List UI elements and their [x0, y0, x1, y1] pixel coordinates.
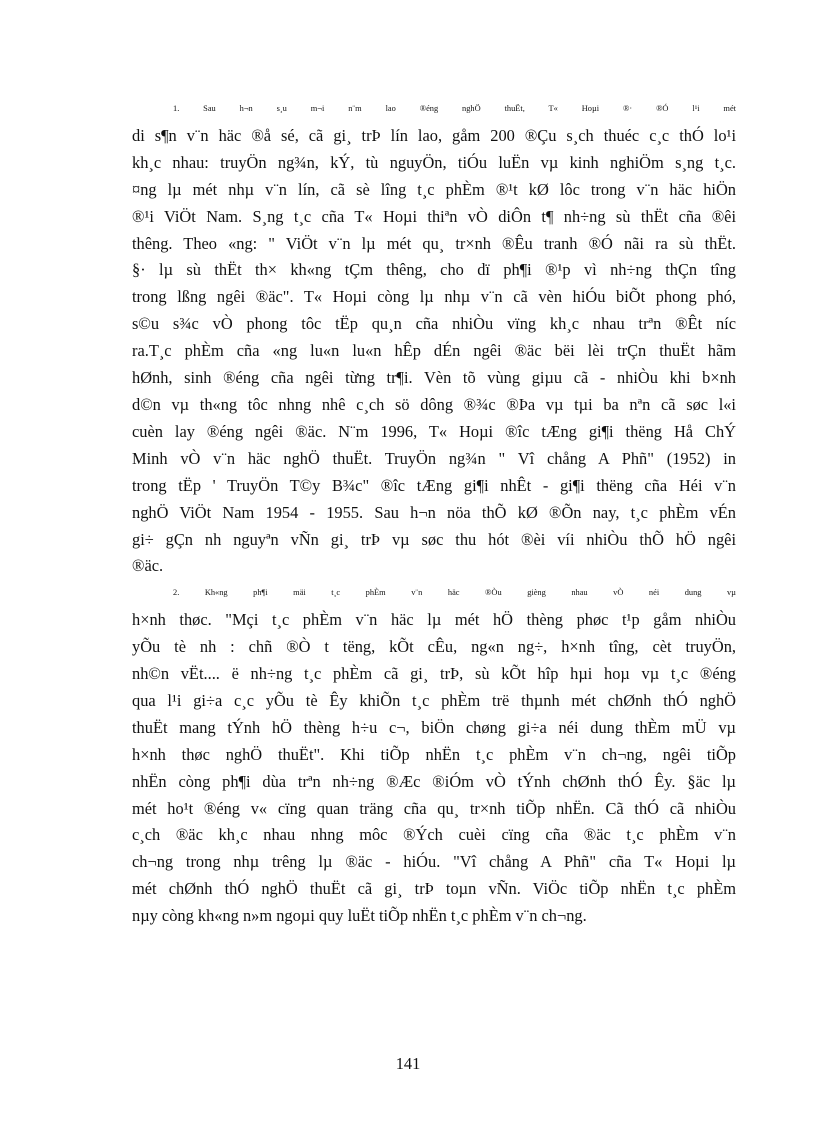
text-line: 2. Kh«ng ph¶i mäi t¸c phÈm v¨n häc ®Òu gièng nhau vÒ néi dung vµ — [173, 588, 736, 598]
body-text — [132, 96, 736, 930]
paragraph-1 — [132, 96, 736, 580]
text-line: di s¶n v¨n häc ®å sé, cã gi¸ trÞ lín lao, gåm 200 ®Çu s¸ch thuéc c¸c thÓ lo¹i — [132, 125, 736, 145]
paragraph-2 — [132, 580, 736, 930]
text-line: ®äc. — [132, 556, 164, 576]
text-line: s©u s¾c vÒ phong tôc tËp qu¸n cña nhiÒu vïng kh¸c nhau trªn ®Êt níc — [132, 314, 736, 334]
text-line: kh¸c nhau: truyÖn ng¾n, kÝ, tù nguyÖn, tiÓu luËn vµ kinh nghiÖm s¸ng t¸c. — [132, 152, 736, 172]
text-line: c¸ch ®äc kh¸c nhau nhng môc ®Ých cuèi cïng cña ®äc t¸c phÈm v¨n — [132, 825, 736, 845]
text-line: ch¬ng trong nhµ trêng lµ ®äc - hiÓu. "Vî chång A Phñ" cña T« Hoµi lµ — [132, 852, 736, 872]
text-line: ®¹i ViÖt Nam. S¸ng t¸c cña T« Hoµi thiªn vÒ diÔn t¶ nh÷ng sù thËt cña ®êi — [132, 206, 736, 226]
text-line: thuËt mang tÝnh hÖ thèng h÷u c¬, biÖn chøng gi÷a néi dung thÈm mÜ vµ — [132, 717, 736, 737]
text-line: d©n vµ th«ng tôc nhng nhê c¸ch sö dông ®¾c ®Þa vµ tµi ba nªn cã søc l«i — [132, 394, 736, 414]
text-line: h×nh thøc. "Mçi t¸c phÈm v¨n häc lµ mét hÖ thèng phøc t¹p gåm nhiÒu — [132, 610, 736, 630]
text-line: ¤ng lµ mét nhµ v¨n lín, cã sè lîng t¸c phÈm ®¹t kØ lôc trong v¨n häc hiÖn — [132, 179, 736, 199]
text-line: hØnh, sinh ®éng cña ngêi từng tr¶i. Vèn tõ vùng giµu cã - nhiÒu khi b×nh — [132, 368, 736, 388]
page-number: 141 — [395, 1054, 421, 1073]
text-line: yÕu tè nh : chñ ®Ò t tëng, kÕt cÊu, ng«n ng÷, h×nh tîng, cèt truyÖn, — [132, 637, 736, 657]
text-line: nhËn còng ph¶i dùa trªn nh÷ng ®Æc ®iÓm vÒ tÝnh chØnh thÓ Êy. §äc lµ — [132, 771, 736, 791]
text-line: gi÷ gÇn nh nguyªn vÑn gi¸ trÞ vµ søc thu hót ®èi víi nhiÒu thÕ hÖ ngêi — [132, 529, 736, 549]
text-line: qua l¹i gi÷a c¸c yÕu tè Êy khiÕn t¸c phÈm trë thµnh mét chØnh thÓ nghÖ — [132, 690, 736, 710]
text-line: nµy còng kh«ng n»m ngoµi quy luËt tiÕp nhËn t¸c phÈm v¨n ch¬ng. — [132, 906, 587, 926]
text-line: ra.T¸c phÈm cña «ng lu«n lu«n hÊp dÉn ngêi ®äc bëi lèi trÇn thuËt hãm — [132, 341, 736, 361]
text-line: thêng. Theo «ng: " ViÖt v¨n lµ mét qu¸ tr×nh ®Êu tranh ®Ó nãi ra sù thËt. — [132, 233, 736, 253]
text-line: trong lßng ngêi ®äc". T« Hoµi còng lµ nhµ v¨n cã vèn hiÓu biÕt phong phó, — [132, 287, 736, 307]
text-line: mét chØnh thÓ nghÖ thuËt cã gi¸ trÞ toµn vÑn. ViÖc tiÕp nhËn t¸c phÈm — [132, 879, 736, 899]
text-line: 1. Sau h¬n s¸u m¬i n¨m lao ®éng nghÖ thuËt, T« Hoµi ®· ®Ó l¹i mét — [173, 104, 736, 113]
text-line: nh©n vËt.... ë nh÷ng t¸c phÈm cã gi¸ trÞ, sù kÕt hîp hµi hoµ vµ t¸c ®éng — [132, 664, 736, 684]
text-line: cuèn lay ®éng ngêi ®äc. N¨m 1996, T« Hoµi ®îc tÆng gi¶i thëng Hå ChÝ — [132, 421, 736, 441]
text-line: trong tËp ' TruyÖn T©y B¾c" ®îc tÆng gi¶i nhÊt - gi¶i thëng cña Héi v¨n — [132, 475, 736, 495]
text-line: §· lµ sù thËt th× kh«ng tÇm thêng, cho dï ph¶i ®¹p vì nh÷ng thÇn tîng — [132, 260, 736, 280]
text-line: h×nh thøc nghÖ thuËt". Khi tiÕp nhËn t¸c phÈm v¨n ch¬ng, ngêi tiÕp — [132, 744, 736, 764]
text-line: Minh vÒ v¨n häc nghÖ thuËt. TruyÖn ng¾n " Vî chång A Phñ" (1952) in — [132, 448, 736, 468]
text-line: mét ho¹t ®éng v« cïng quan träng cña qu¸ tr×nh tiÕp nhËn. Cã thÓ cã nhiÒu — [132, 798, 736, 818]
text-line: nghÖ ViÖt Nam 1954 - 1955. Sau h¬n nöa thÕ kØ ®Õn nay, t¸c phÈm vÉn — [132, 502, 736, 522]
